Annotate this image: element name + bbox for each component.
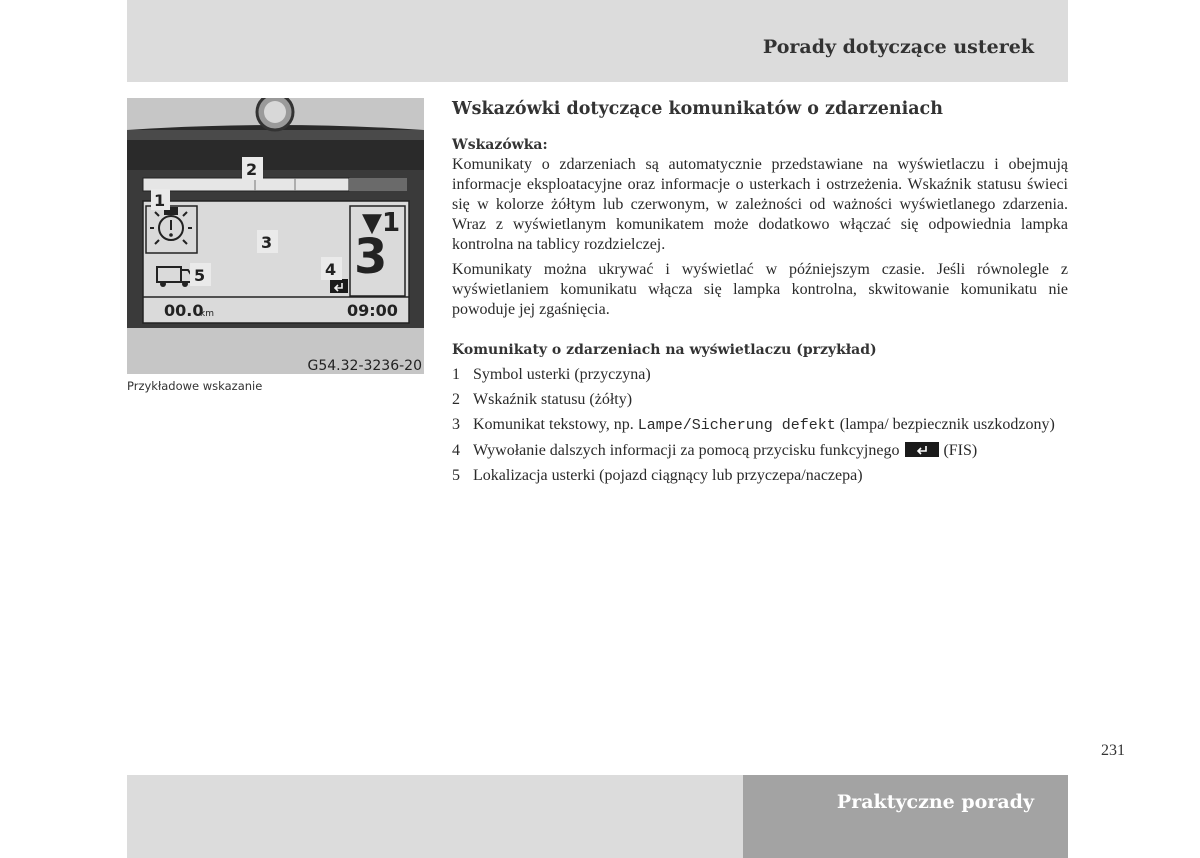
list-item	[452, 390, 1068, 410]
message-code: Lampe/Sicherung defekt	[637, 417, 836, 434]
gear-big-label: 3	[354, 229, 388, 285]
footer-section-label: Praktyczne porady	[836, 791, 1034, 813]
callout-1: 1	[154, 191, 166, 210]
callout-4: 4	[325, 260, 337, 279]
figure-code: G54.32-3236-20	[307, 358, 422, 374]
item-number: 1	[452, 366, 460, 383]
item-text-before: Wywołanie dalszych informacji za pomocą przycisku funkcyjnego	[473, 442, 900, 459]
item-text	[473, 415, 1068, 436]
gear-small-label: ▼1	[362, 208, 401, 238]
list-item	[452, 466, 1068, 486]
odometer-value: 00.0	[164, 301, 204, 320]
item-text-before: Komunikat tekstowy, np.	[473, 416, 638, 433]
legend-list	[452, 365, 1068, 486]
instrument-display-svg	[127, 98, 424, 374]
display-illustration	[127, 98, 424, 374]
enter-key-icon	[905, 442, 939, 457]
item-text-after: (FIS)	[943, 442, 978, 459]
callout-5: 5	[194, 266, 206, 285]
footer-section-tab	[743, 775, 1068, 858]
callout-2: 2	[246, 160, 258, 179]
paragraph: Komunikaty można ukrywać i wyświetlać w późniejszym czasie. Jeśli równolegle z wyświetlaniem komunikatu włącza się lampka kontrolna, skwitowanie komunikatu nie powoduje jej zgaśnięcia.	[452, 261, 1068, 318]
header-band	[127, 0, 1068, 82]
item-text-after: (lampa/ bezpiecznik uszkodzony)	[835, 416, 1055, 433]
figure-caption: Przykładowe wskazanie	[127, 379, 263, 393]
odometer-unit: km	[200, 309, 214, 319]
note-label: Wskazówka:	[452, 137, 548, 153]
chapter-title: Porady dotyczące usterek	[762, 36, 1034, 58]
enter-key-icon	[330, 279, 348, 293]
footer-band	[127, 775, 743, 858]
callout-3: 3	[261, 233, 273, 252]
main-content	[452, 96, 1068, 491]
item-text	[473, 441, 1068, 461]
list-item	[452, 415, 1068, 436]
item-number: 2	[452, 391, 460, 408]
clock-value: 09:00	[347, 301, 398, 320]
paragraph: Komunikaty o zdarzeniach są automatycznie przedstawiane na wyświetlaczu i obejmują informacje eksploatacyjne oraz informacje o usterkach i ostrzeżenia. Wskaźnik statusu świeci się w kolorze żółtym lub czerwonym, w zależności od ważności wyświetlanego zdarzenia. Wraz z wyświetlanym komunikatem może dodatkowo włączać się odpowiednia lampka kontrolna na tablicy rozdzielczej.	[452, 156, 1068, 253]
item-number: 4	[452, 442, 460, 459]
item-number: 3	[452, 416, 460, 433]
list-item	[452, 365, 1068, 385]
list-heading: Komunikaty o zdarzeniach na wyświetlaczu (przykład)	[452, 342, 877, 358]
item-text: Lokalizacja usterki (pojazd ciągnący lub przyczepa/naczepa)	[473, 467, 863, 484]
item-text: Symbol usterki (przyczyna)	[473, 366, 651, 383]
item-number: 5	[452, 467, 460, 484]
page-number: 231	[1101, 742, 1125, 759]
list-item	[452, 441, 1068, 461]
section-heading: Wskazówki dotyczące komunikatów o zdarzeniach	[452, 99, 943, 119]
item-text: Wskaźnik statusu (żółty)	[473, 391, 633, 408]
